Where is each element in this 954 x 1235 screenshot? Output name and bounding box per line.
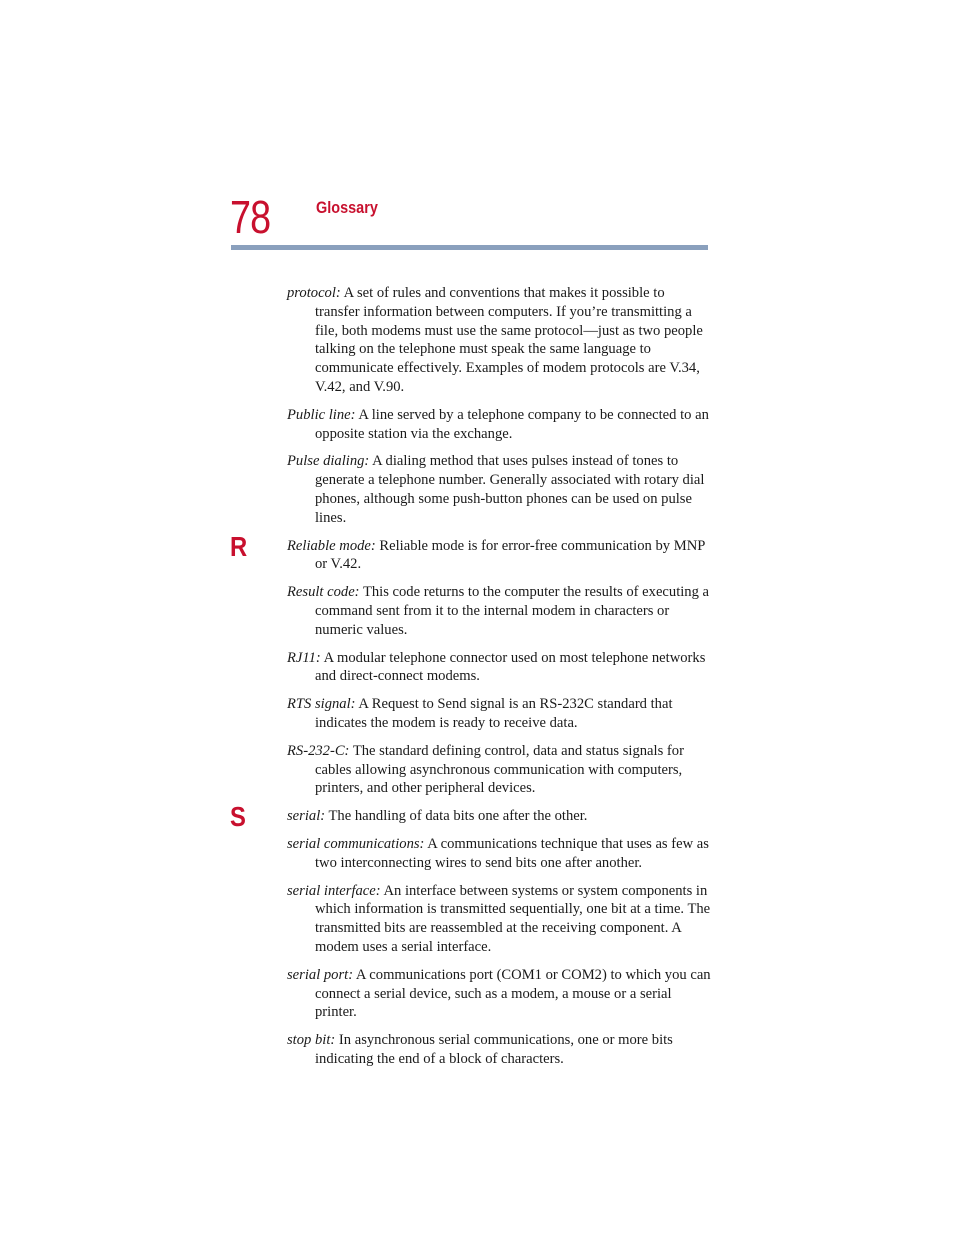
glossary-entry [287, 882, 712, 957]
glossary-definition: This code returns to the computer the results of executing a command sent from it to the internal modem in characters or numeric values. [315, 584, 710, 638]
glossary-entry [287, 649, 712, 687]
glossary-definition: A dialing method that uses pulses instead of tones to generate a telephone number. Generally associated with rotary dial phones, although some push-button phones can be used on pulse lines. [315, 453, 705, 526]
glossary-term: serial communications: [287, 835, 425, 852]
page-number: 78 [230, 191, 271, 243]
glossary-entry [287, 284, 712, 397]
glossary-entry [287, 452, 712, 527]
glossary-term: serial port: [287, 966, 354, 983]
glossary-entry [230, 801, 712, 833]
glossary-term: RTS signal: [287, 696, 356, 713]
glossary-entry [287, 1031, 712, 1069]
glossary-term: serial interface: [287, 882, 381, 899]
section-letter-marker: R [230, 530, 248, 562]
glossary-term: stop bit: [287, 1032, 336, 1049]
glossary-term: Result code: [287, 584, 360, 601]
glossary-definition: In asynchronous serial communications, one or more bits indicating the end of a block of characters. [315, 1032, 673, 1067]
glossary-definition: The standard defining control, data and status signals for cables allowing asynchronous communication with computers, printers, and other peripheral devices. [315, 742, 684, 797]
glossary-entries [230, 284, 712, 1078]
section-title: Glossary [316, 198, 378, 217]
glossary-definition: A communications technique that uses as few as two interconnecting wires to send bits one after another. [315, 835, 709, 871]
glossary-definition: A line served by a telephone company to be connected to an opposite station via the exchange. [315, 406, 709, 442]
glossary-definition: A communications port (COM1 or COM2) to which you can connect a serial device, such as a modem, a mouse or a serial printer. [315, 966, 711, 1021]
glossary-entry [287, 406, 712, 444]
glossary-entry [230, 530, 712, 575]
section-letter-marker: S [230, 801, 246, 833]
glossary-entry [287, 583, 712, 639]
glossary-entry [287, 695, 712, 733]
glossary-definition: Reliable mode is for error-free communication by MNP or V.42. [315, 537, 705, 573]
glossary-term: Pulse dialing: [287, 453, 370, 470]
glossary-definition: The handling of data bits one after the other. [328, 808, 588, 825]
header-rule [231, 245, 708, 250]
glossary-term: Public line: [287, 406, 356, 423]
glossary-term: serial: [287, 808, 326, 825]
glossary-term: protocol: [287, 285, 341, 301]
glossary-term: RJ11: [287, 649, 321, 666]
glossary-entry [287, 742, 712, 798]
glossary-definition: An interface between systems or system components in which information is transmitted sequentially, one bit at a time. The transmitted bits are reassembled at the receiving component. A modem uses a serial interface. [315, 882, 711, 955]
glossary-term: RS-232-C: [287, 742, 350, 759]
glossary-definition: A modular telephone connector used on most telephone networks and direct-connect modems. [315, 649, 706, 685]
glossary-definition: A Request to Send signal is an RS-232C standard that indicates the modem is ready to receive data. [315, 696, 673, 731]
glossary-definition: A set of rules and conventions that makes it possible to transfer information between computers. If you’re transmitting a file, both modems must use the same protocol—just as two people talking on the telephone must speak the same language to communicate effectively. Examples of modem protocols are V.34, V.42, and V.90. [315, 285, 703, 395]
glossary-term: Reliable mode: [287, 537, 376, 554]
glossary-entry [287, 835, 712, 873]
glossary-entry [287, 966, 712, 1022]
